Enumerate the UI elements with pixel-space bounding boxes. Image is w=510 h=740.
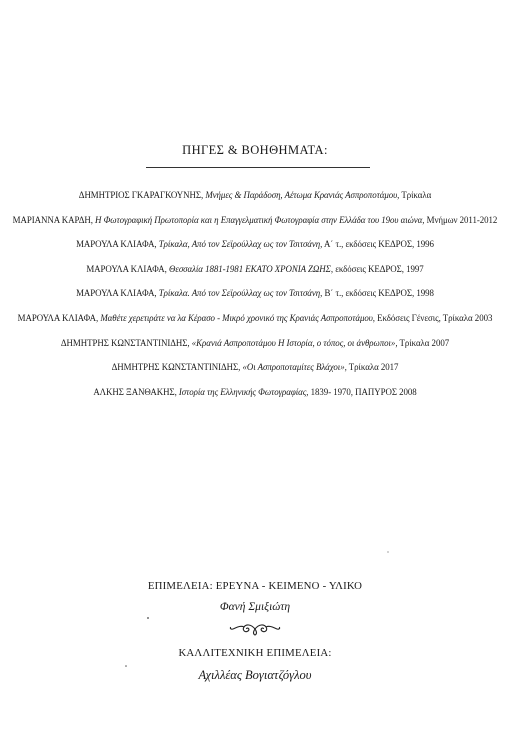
editing-credit-label: ΕΠΙΜΕΛΕΙΑ: ΕΡΕΥΝΑ - ΚΕΙΜΕΝΟ - ΥΛΙΚΟ xyxy=(147,580,363,592)
reference-details: 1839- 1970, ΠΑΠΥΡΟΣ 2008 xyxy=(308,386,417,397)
reference-details: εκδόσεις ΚΕΔΡΟΣ, 1997 xyxy=(333,263,424,274)
reference-author: ΜΑΡΟΥΛΑ ΚΛΙΑΦΑ, xyxy=(76,288,159,299)
reference-work: Τρίκαλα. Από τον Σεϊρούλλαχ ως τον Τσιτσάνη, xyxy=(158,288,323,299)
reference-author: ΔΗΜΗΤΡΗΣ ΚΩΝΣΤΑΝΤΙΝΙΔΗΣ, xyxy=(111,362,243,373)
editing-credit-name: Φανή Σμιξιώτη xyxy=(219,601,291,613)
reference-author: ΜΑΡΟΥΛΑ ΚΛΙΑΦΑ, xyxy=(17,312,101,323)
reference-details: Τρίκαλα 2017 xyxy=(346,362,399,373)
sources-heading: ΠΗΓΕΣ & ΒΟΗΘΗΜΑΤΑ: xyxy=(182,143,328,157)
reference-work: «Οι Ασπροποταμίτες Βλάχοι», xyxy=(242,362,347,373)
reference-details: Α΄ τ., εκδόσεις ΚΕΔΡΟΣ, 1996 xyxy=(322,239,434,250)
reference-details: Τρίκαλα xyxy=(399,190,432,200)
reference-work: Μνήμες & Παράδοση, Αέτωμα Κρανιάς Ασπροποτάμου, xyxy=(205,190,400,200)
reference-author: ΔΗΜΗΤΡΙΟΣ ΓΚΑΡΑΓΚΟΥΝΗΣ, xyxy=(78,190,206,200)
reference-author: ΔΗΜΗΤΡΗΣ ΚΩΝΣΤΑΝΤΙΝΙΔΗΣ, xyxy=(60,337,192,348)
reference-work: Μαθέτε χερετιράτε να λα Κέρασο - Μικρό χρονικό της Κρανιάς Ασπροποτάμου, xyxy=(100,312,375,323)
artistic-credit-name: Αχιλλέας Βογιατζόγλου xyxy=(198,668,312,682)
reference-details: Τρίκαλα 2007 xyxy=(397,337,450,348)
reference-work: «Κρανιά Ασπροποτάμου Η Ιστορία, ο τόπος, οι άνθρωποι», xyxy=(191,337,398,348)
reference-author: ΜΑΡΟΥΛΑ ΚΛΙΑΦΑ, xyxy=(76,239,159,250)
artistic-credit-label: ΚΑΛΛΙΤΕΧΝΙΚΗ ΕΠΙΜΕΛΕΙΑ: xyxy=(178,647,332,659)
reference-author: ΜΑΡΟΥΛΑ ΚΛΙΑΦΑ, xyxy=(86,263,170,274)
reference-details: Μνήμων 2011-2012 xyxy=(424,214,498,225)
reference-details: Εκδόσεις Γένεσις, Τρίκαλα 2003 xyxy=(374,312,493,323)
reference-work: Θεσσαλία 1881-1981 ΕΚΑΤΟ ΧΡΟΝΙΑ ΖΩΗΣ, xyxy=(169,263,334,274)
reference-author: ΜΑΡΙΑΝΝΑ ΚΑΡΔΗ, xyxy=(12,214,96,225)
reference-author: ΑΛΚΗΣ ΞΑΝΘΑΚΗΣ, xyxy=(93,386,179,397)
reference-work: Η Φωτογραφική Πρωτοπορία και η Επαγγελματική Φωτογραφία στην Ελλάδα του 19ου αιώνα, xyxy=(95,214,425,225)
reference-work: Τρίκαλα, Από τον Σεϊρούλλαχ ως τον Τσιτσάνη, xyxy=(158,239,323,250)
reference-work: Ιστορία της Ελληνικής Φωτογραφίας, xyxy=(178,386,309,397)
reference-details: Β΄ τ., εκδόσεις ΚΕΔΡΟΣ, 1998 xyxy=(322,288,434,299)
